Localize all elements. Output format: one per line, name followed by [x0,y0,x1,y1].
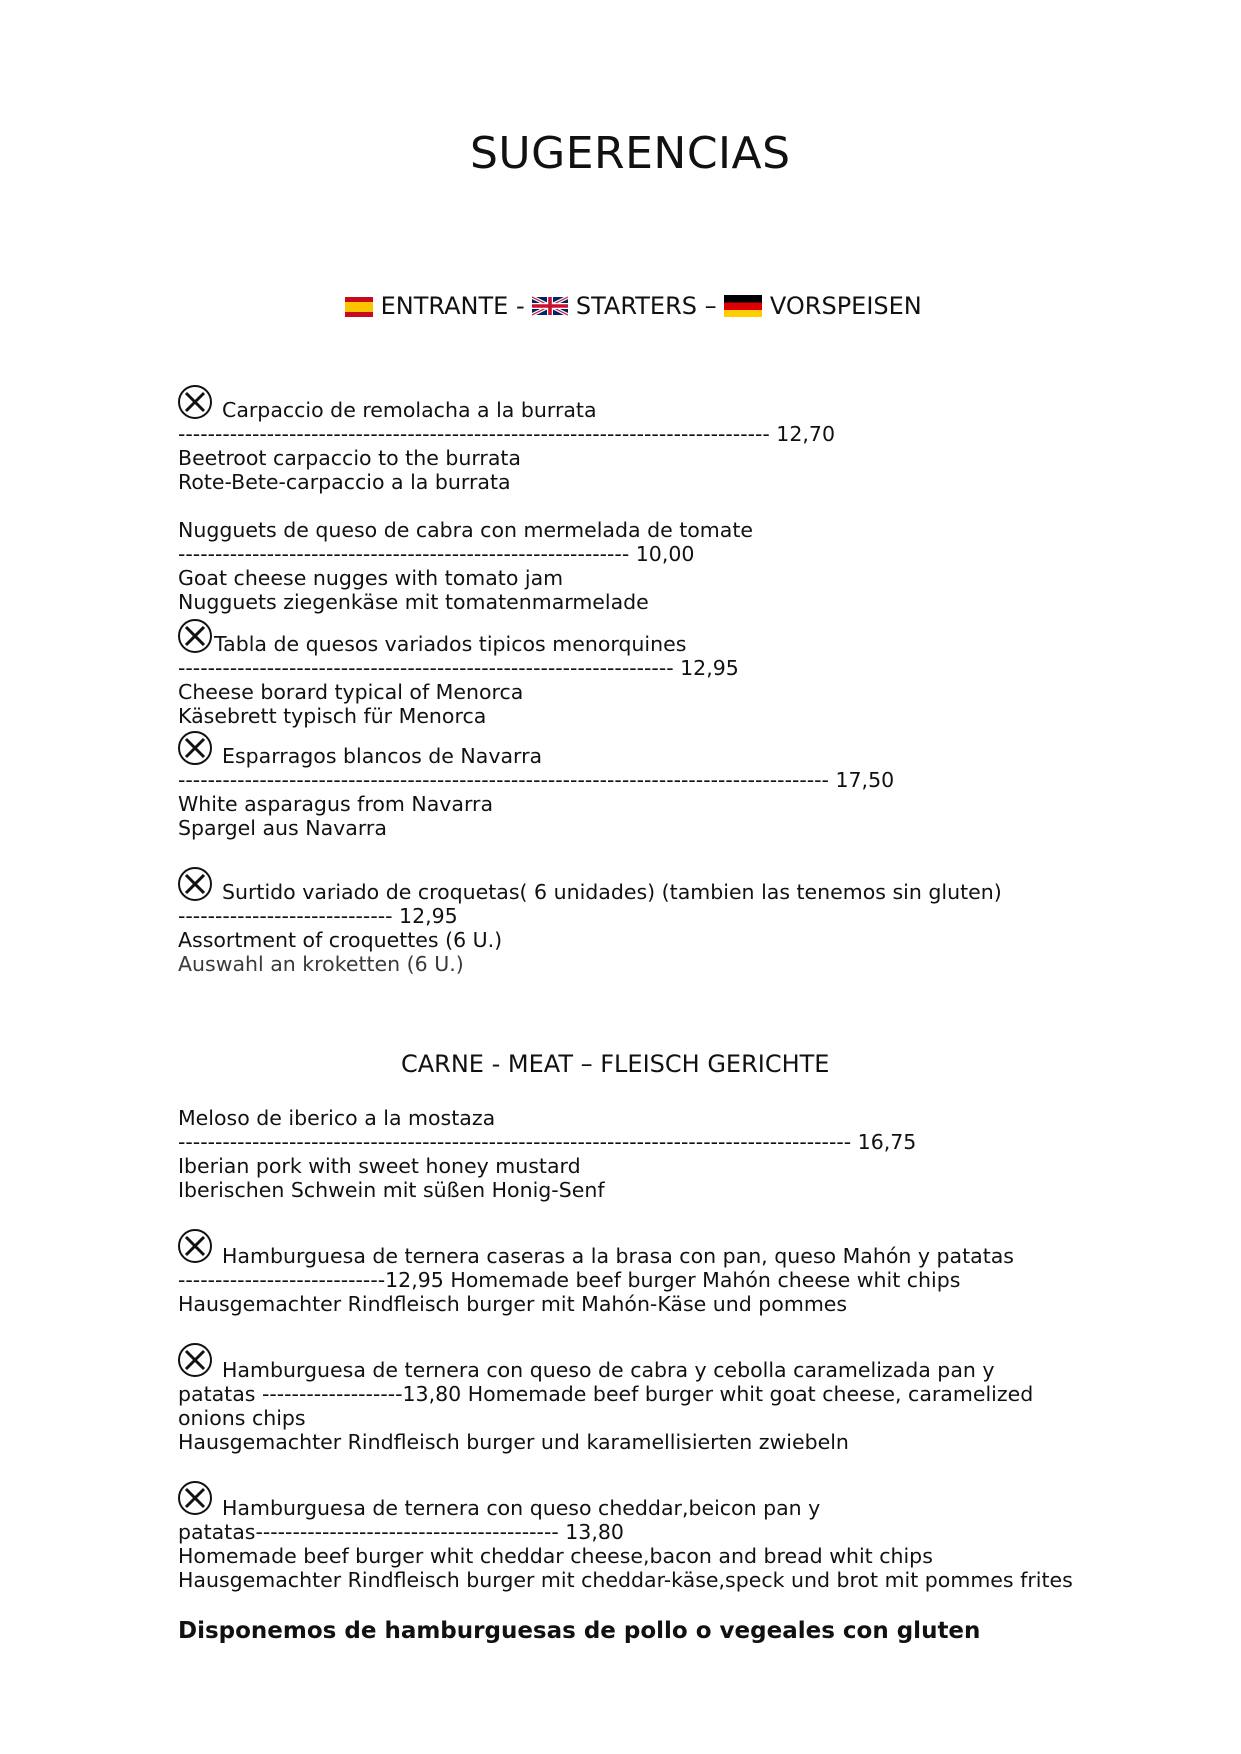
meat-3-line-3: onions chips [178,1406,306,1430]
starter-1-name-es: Carpaccio de remolacha a la burrata [222,398,597,422]
page-title: SUGERENCIAS [470,128,791,179]
starter-4-name-de: Spargel aus Navarra [178,816,387,840]
starter-5-name-en: Assortment of croquettes (6 U.) [178,928,503,952]
starter-1-price: -------------------------------------------------------------------------------- 12,70 [178,422,835,446]
starter-3-name-es: Tabla de quesos variados tipicos menorquines [214,632,687,656]
starter-4-price: ---------------------------------------------------------------------------------------- 17,50 [178,768,895,792]
meat-1-line-4: Iberischen Schwein mit süßen Honig-Senf [178,1178,605,1202]
starter-1-name-en: Beetroot carpaccio to the burrata [178,446,521,470]
starter-5-name-es: Surtido variado de croquetas( 6 unidades) (tambien las tenemos sin gluten) [222,880,1002,904]
chef-recommendation-icon [177,1228,213,1264]
meat-4-line-4: Hausgemachter Rindfleisch burger mit cheddar-käse,speck und brot mit pommes frites [178,1568,1073,1592]
germany-flag-icon [724,295,762,317]
uk-flag-icon [532,295,568,317]
starter-3-name-en: Cheese borard typical of Menorca [178,680,524,704]
meat-2-line-1: Hamburguesa de ternera caseras a la brasa con pan, queso Mahón y patatas [222,1244,1014,1268]
footer-note: Disponemos de hamburguesas de pollo o vegeales con gluten [178,1618,981,1644]
starter-1-name-de: Rote-Bete-carpaccio a la burrata [178,470,511,494]
meat-1-line-2: ------------------------------------------------------------------------------------------- 16,75 [178,1130,917,1154]
starters-section-header [345,292,922,320]
starters-header-de: VORSPEISEN [769,292,922,320]
starter-5-name-de: Auswahl an kroketten (6 U.) [178,952,464,976]
meat-section-header: CARNE - MEAT – FLEISCH GERICHTE [401,1050,830,1078]
starter-3-price: ------------------------------------------------------------------- 12,95 [178,656,739,680]
meat-4-line-1: Hamburguesa de ternera con queso cheddar,beicon pan y [222,1496,821,1520]
meat-2-line-2: ----------------------------12,95 Homemade beef burger Mahón cheese whit chips [178,1268,961,1292]
starter-4-name-es: Esparragos blancos de Navarra [222,744,543,768]
chef-recommendation-icon [177,384,213,420]
starter-5-price: ----------------------------- 12,95 [178,904,458,928]
chef-recommendation-icon [177,1480,213,1516]
starter-2-name-es: Nugguets de queso de cabra con mermelada de tomate [178,518,753,542]
meat-4-line-3: Homemade beef burger whit cheddar cheese,bacon and bread whit chips [178,1544,933,1568]
starters-header-en: STARTERS – [575,292,725,320]
starter-2-name-de: Nugguets ziegenkäse mit tomatenmarmelade [178,590,649,614]
chef-recommendation-icon [177,866,213,902]
meat-1-line-1: Meloso de iberico a la mostaza [178,1106,496,1130]
starter-3-name-de: Käsebrett typisch für Menorca [178,704,487,728]
meat-1-line-3: Iberian pork with sweet honey mustard [178,1154,581,1178]
meat-3-line-1: Hamburguesa de ternera con queso de cabra y cebolla caramelizada pan y [222,1358,995,1382]
starter-2-name-en: Goat cheese nugges with tomato jam [178,566,564,590]
starter-4-name-en: White asparagus from Navarra [178,792,494,816]
chef-recommendation-icon [177,618,213,654]
meat-4-line-2: patatas----------------------------------------- 13,80 [178,1520,624,1544]
chef-recommendation-icon [177,1342,213,1378]
chef-recommendation-icon [177,730,213,766]
meat-3-line-2: patatas -------------------13,80 Homemade beef burger whit goat cheese, caramelized [178,1382,1034,1406]
meat-2-line-3: Hausgemachter Rindfleisch burger mit Mahón-Käse und pommes [178,1292,848,1316]
spain-flag-icon [345,297,373,317]
meat-3-line-4: Hausgemachter Rindfleisch burger und karamellisierten zwiebeln [178,1430,849,1454]
starters-header-es: ENTRANTE - [380,292,533,320]
starter-2-price: ------------------------------------------------------------- 10,00 [178,542,695,566]
